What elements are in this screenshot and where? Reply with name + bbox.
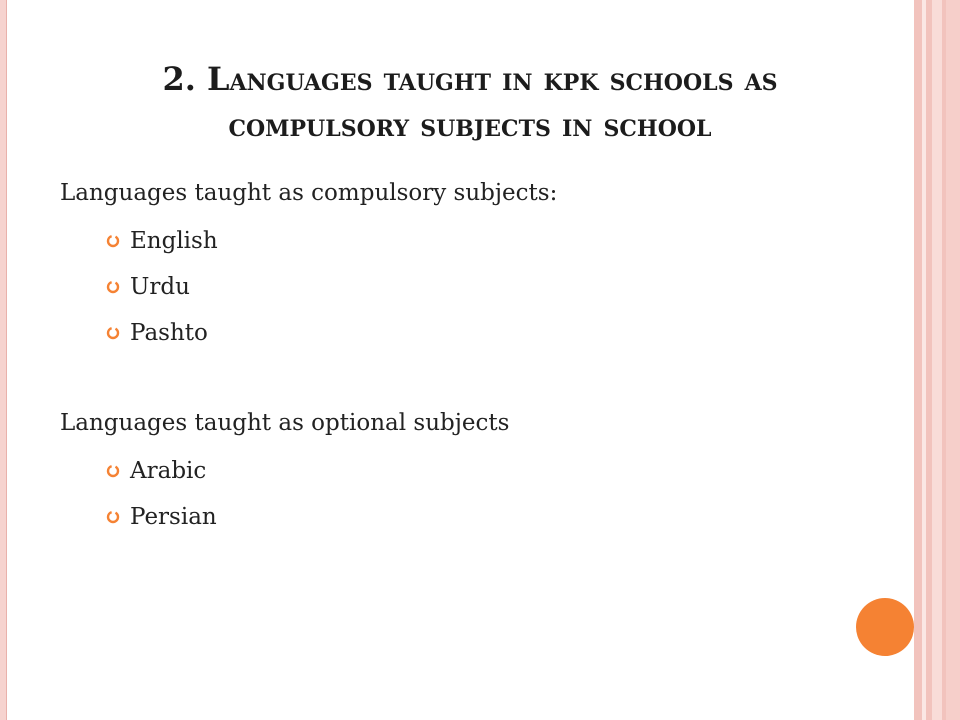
compulsory-heading: Languages taught as compulsory subjects:	[60, 180, 558, 206]
list-item	[106, 502, 217, 548]
left-border	[0, 0, 7, 720]
list-item-label: Urdu	[130, 274, 190, 300]
right-stripe	[914, 0, 922, 720]
optional-heading: Languages taught as optional subjects	[60, 410, 510, 436]
compulsory-list	[106, 226, 218, 364]
orange-circle-decoration	[856, 598, 914, 656]
bullet-icon	[106, 326, 120, 340]
bullet-icon	[106, 234, 120, 248]
bullet-icon	[106, 510, 120, 524]
bullet-icon	[106, 464, 120, 478]
list-item	[106, 226, 218, 272]
slide-title-line-2: compulsory subjects in school	[228, 106, 712, 144]
list-item	[106, 272, 218, 318]
slide-title	[60, 56, 880, 148]
optional-list	[106, 456, 217, 548]
list-item-label: Pashto	[130, 320, 208, 346]
list-item	[106, 456, 217, 502]
slide-title-line-1: 2. Languages taught in kpk schools as	[162, 60, 778, 98]
list-item-label: English	[130, 228, 218, 254]
list-item-label: Arabic	[130, 458, 207, 484]
list-item	[106, 318, 218, 364]
bullet-icon	[106, 280, 120, 294]
right-stripe	[946, 0, 960, 720]
right-stripe	[932, 0, 942, 720]
list-item-label: Persian	[130, 504, 217, 530]
